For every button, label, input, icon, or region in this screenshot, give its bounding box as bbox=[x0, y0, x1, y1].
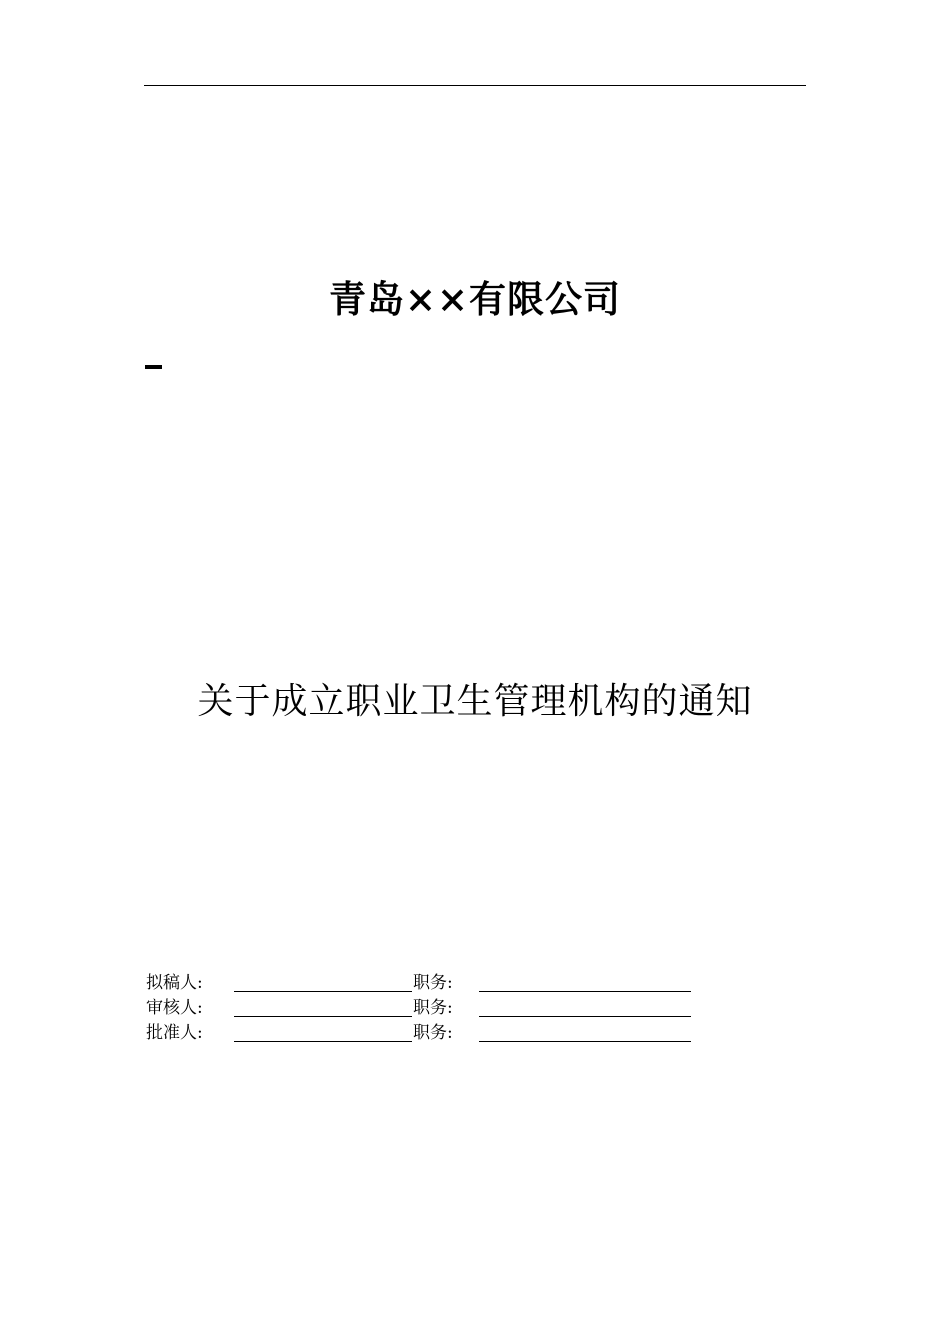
drafter-signature-line[interactable] bbox=[234, 991, 412, 992]
company-name: 青岛××有限公司 bbox=[328, 277, 621, 321]
header-rule bbox=[144, 85, 806, 86]
signature-row-approver bbox=[146, 1021, 766, 1046]
reviewer-position-line[interactable] bbox=[479, 1016, 691, 1017]
drafter-position-line[interactable] bbox=[479, 991, 691, 992]
approver-signature-line[interactable] bbox=[234, 1041, 412, 1042]
signature-block bbox=[146, 971, 766, 1046]
drafter-position-label: 职务: bbox=[413, 973, 453, 993]
approver-position-label: 职务: bbox=[413, 1023, 453, 1043]
signature-row-reviewer bbox=[146, 996, 766, 1021]
signature-row-drafter bbox=[146, 971, 766, 996]
approver-position-line[interactable] bbox=[479, 1041, 691, 1042]
approver-label: 批准人: bbox=[146, 1023, 203, 1043]
dash-mark bbox=[145, 365, 162, 369]
reviewer-label: 审核人: bbox=[146, 998, 203, 1018]
reviewer-position-label: 职务: bbox=[413, 998, 453, 1018]
document-title: 关于成立职业卫生管理机构的通知 bbox=[197, 681, 753, 722]
drafter-label: 拟稿人: bbox=[146, 973, 203, 993]
reviewer-signature-line[interactable] bbox=[234, 1016, 412, 1017]
